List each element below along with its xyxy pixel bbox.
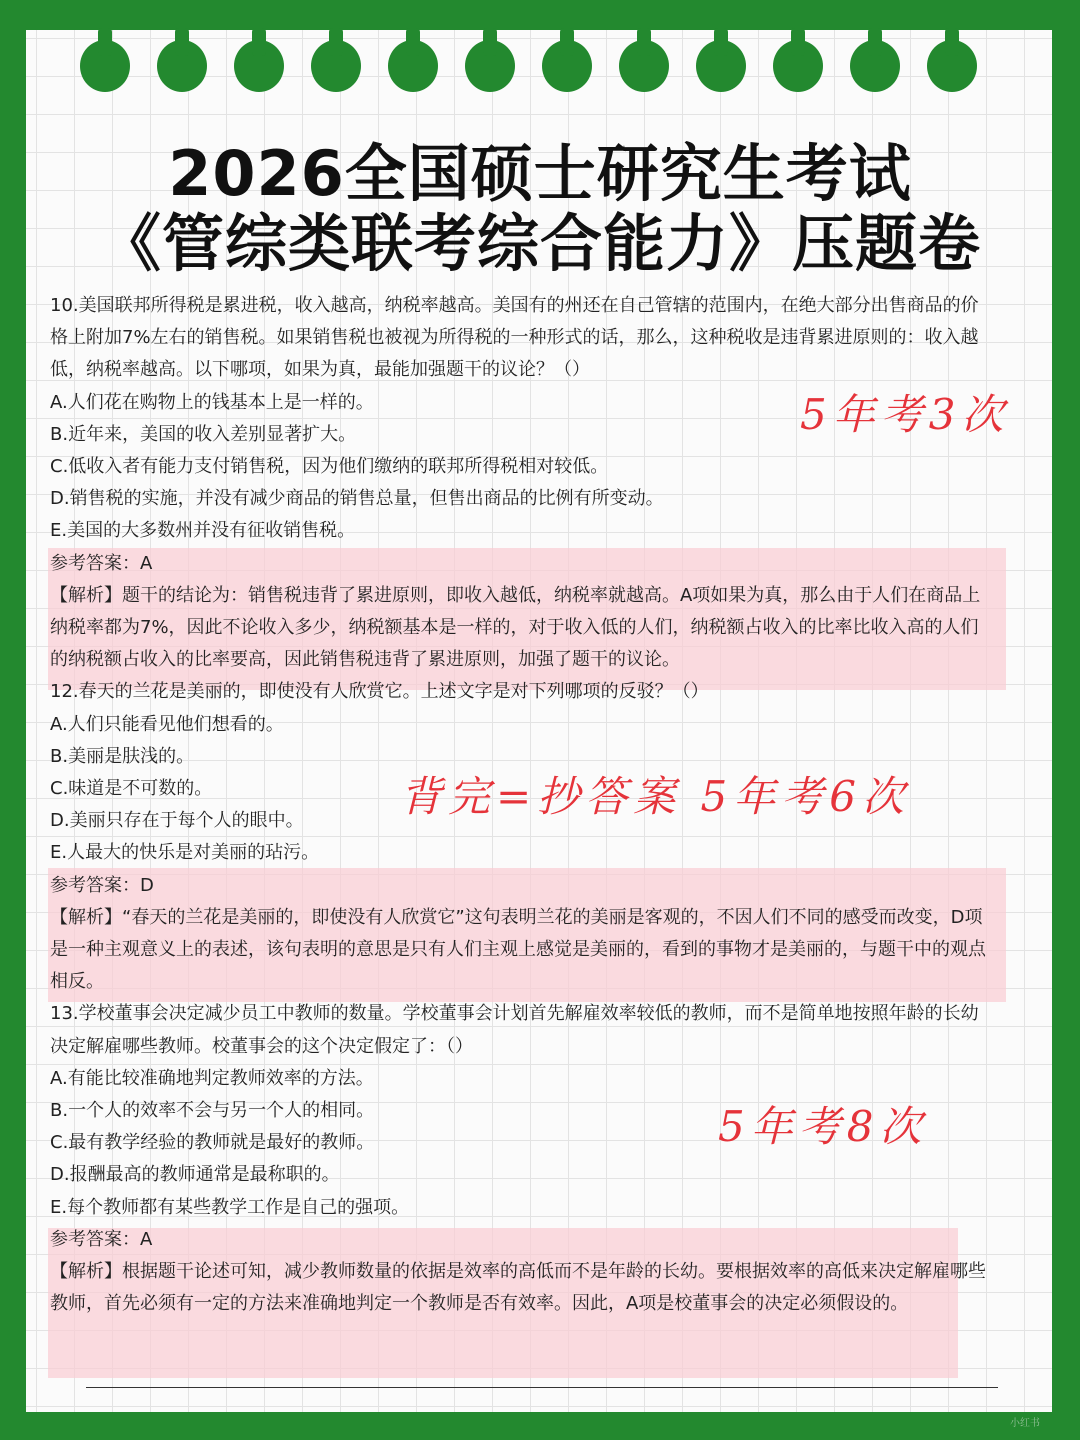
question-13 (50, 998, 990, 1320)
option-a: A.人们花在购物上的钱基本上是一样的。 (50, 391, 374, 413)
binder-ring (927, 40, 977, 92)
binder-ring (311, 40, 361, 92)
binder-ring (157, 40, 207, 92)
binder-ring (80, 40, 130, 92)
reference-answer: 参考答案：D (50, 874, 154, 896)
analysis: 【解析】根据题干论述可知，减少教师数量的依据是效率的高低而不是年龄的长幼。要根据效率的高低来决定解雇哪些教师，首先必须有一定的方法来准确地判定一个教师是否有效率。因此，A项是校董事会的决定必须假设的。 (50, 1261, 986, 1315)
option-b: B.美丽是肤浅的。 (50, 745, 195, 767)
option-a: A.人们只能看见他们想看的。 (50, 713, 284, 735)
option-c: C.低收入者有能力支付销售税，因为他们缴纳的联邦所得税相对较低。 (50, 456, 609, 478)
handwritten-note-1: 5年考3次 (800, 390, 1010, 439)
question-stem: 13.学校董事会决定减少员工中教师的数量。学校董事会计划首先解雇效率较低的教师，而不是简单地按照年龄的长幼决定解雇哪些教师。校董事会的这个决定假定了：（） (50, 1003, 979, 1057)
analysis: 【解析】“春天的兰花是美丽的，即使没有人欣赏它”这句表明兰花的美丽是客观的，不因人们不同的感受而改变，D项是一种主观意义上的表述，该句表明的意思是只有人们主观上感觉是美丽的，看到的事物才是美丽的，与题干中的观点相反。 (50, 906, 986, 993)
binder-ring (388, 40, 438, 92)
option-e: E.美国的大多数州并没有征收销售税。 (50, 520, 356, 542)
option-a: A.有能比较准确地判定教师效率的方法。 (50, 1067, 374, 1089)
binder-ring (542, 40, 592, 92)
binder-ring (773, 40, 823, 92)
option-d: D.报酬最高的教师通常是最称职的。 (50, 1164, 340, 1186)
watermark: 小红书 (1010, 1418, 1040, 1429)
question-10 (50, 290, 990, 676)
option-c: C.最有教学经验的教师就是最好的教师。 (50, 1132, 375, 1154)
reference-answer: 参考答案：A (50, 552, 153, 574)
binder-ring (850, 40, 900, 92)
option-c: C.味道是不可数的。 (50, 778, 213, 800)
option-b: B.一个人的效率不会与另一个人的相同。 (50, 1100, 375, 1122)
option-e: E.每个教师都有某些教学工作是自己的强项。 (50, 1196, 410, 1218)
reference-answer: 参考答案：A (50, 1228, 153, 1250)
page-title-line1: 2026全国硕士研究生考试 (168, 137, 912, 210)
handwritten-note-2: 背完=抄答案 5年考6次 (400, 772, 910, 821)
option-d: D.美丽只存在于每个人的眼中。 (50, 810, 304, 832)
analysis: 【解析】题干的结论为：销售税违背了累进原则，即收入越低，纳税率就越高。A项如果为真，那么由于人们在商品上纳税率都为7%，因此不论收入多少，纳税额基本是一样的，对于收入低的人们，纳税额占收入的比率比收入高的人们的纳税额占收入的比率要高，因此销售税违背了累进原则，加强了题干的议论。 (50, 584, 981, 671)
option-d: D.销售税的实施，并没有减少商品的销售总量，但售出商品的比例有所变动。 (50, 488, 664, 510)
divider-line (86, 1387, 998, 1388)
option-e: E.人最大的快乐是对美丽的玷污。 (50, 842, 320, 864)
option-b: B.近年来，美国的收入差别显著扩大。 (50, 423, 357, 445)
question-stem: 10.美国联邦所得税是累进税，收入越高，纳税率越高。美国有的州还在自己管辖的范围内，在绝大部分出售商品的价格上附加7%左右的销售税。如果销售税也被视为所得税的一种形式的话，那么，这种税收是违背累进原则的：收入越低，纳税率越高。以下哪项，如果为真，最能加强题干的议论？（） (50, 295, 979, 381)
binder-ring (465, 40, 515, 92)
question-stem: 12.春天的兰花是美丽的，即使没有人欣赏它。上述文字是对下列哪项的反驳？（） (50, 681, 709, 703)
binder-ring (234, 40, 284, 92)
binder-ring (619, 40, 669, 92)
handwritten-note-3: 5年考8次 (718, 1102, 928, 1151)
page-title-line2: 《管综类联考综合能力》压题卷 (98, 207, 981, 280)
question-12 (50, 676, 990, 998)
binder-ring (696, 40, 746, 92)
